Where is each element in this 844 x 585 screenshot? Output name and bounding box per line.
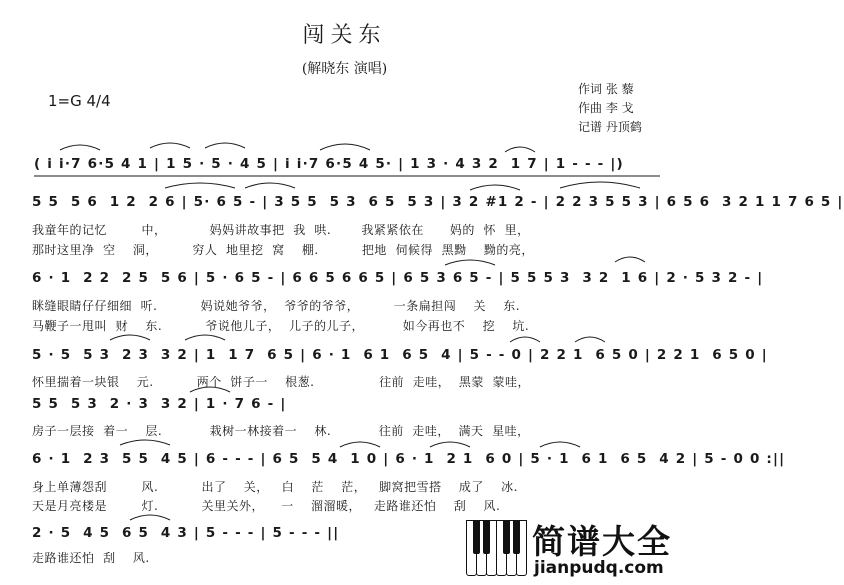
score-line-1: ( i i·7 6·5 4 1 | 1 5 · 5 · 4 5 | i i·7 6·5 4 5· | 1 3 · 4 3 2 1 7 | 1 - - - |): [34, 156, 624, 172]
lyricist-credit: 作词 张 藜: [578, 82, 634, 96]
score-line-6: 6 · 1 2 3 5 5 4 5 | 6 - - - | 6 5 5 4 1 0 | 6 · 1 2 1 6 0 | 5 · 1 6 1 6 5 4 2 | 5 - 0 0 :||: [32, 451, 786, 467]
watermark-url: jianpudq.com: [534, 558, 664, 578]
lyric-line-4a: 怀里揣着一块银 元. 两个 饼子一 根葱. 往前 走哇， 黑蒙 蒙哇，: [32, 375, 531, 389]
score-line-3: 6 · 1 2 2 2 5 5 6 | 5 · 6 5 - | 6 6 5 6 6 5 | 6 5 3 6 5 - | 5 5 5 3 3 2 1 6 | 2 · 5 3 2 - |: [32, 270, 764, 286]
composer-credit: 作曲 李 戈: [578, 101, 634, 115]
lyric-line-3a: 眯缝眼睛仔仔细细 听. 妈说她爷爷， 爷爷的爷爷， 一条扁担闯 关 东.: [32, 299, 521, 313]
watermark-name: 简谱大全: [532, 522, 672, 561]
singer-subtitle: (解晓东 演唱): [301, 61, 388, 77]
lyric-line-2b: 那时这里净 空 洞， 穷人 地里挖 窝 棚. 把地 伺候得 黑黝 黝的亮，: [32, 243, 534, 257]
watermark-logo: [466, 512, 688, 584]
lyric-line-5a: 房子一层接 着一 层. 栽树一林接着一 林. 往前 走哇， 满天 星哇，: [32, 424, 530, 438]
lyric-line-3b: 马鞭子一甩叫 财 东. 爷说他儿子， 儿子的儿子， 如今再也不 挖 坑.: [32, 319, 530, 333]
lyric-line-7a: 走路谁还怕 刮 风.: [32, 551, 150, 565]
score-line-2: 5 5 5 6 1 2 2 6 | 5· 6 5 - | 3 5 5 5 3 6 5 5 3 | 3 2 #1 2 - | 2 2 3 5 5 3 | 6 5 6 3 2 1 1 7 6 5 |: [32, 194, 844, 210]
key-signature: 1=G 4/4: [48, 92, 111, 110]
lyric-line-6a: 身上单薄怨刮 风. 出了 关， 白 茫 茫， 脚窝把雪搭 成了 冰.: [32, 480, 518, 494]
piano-keys-icon: [466, 520, 528, 576]
transcriber-credit: 记谱 丹顶鹤: [578, 120, 642, 134]
score-line-4: 5 · 5 5 3 2 3 3 2 | 1 1 7 6 5 | 6 · 1 6 1 6 5 4 | 5 - - 0 | 2 2 1 6 5 0 | 2 2 1 6 5 0 |: [32, 347, 768, 363]
score-line-5: 5 5 5 3 2 · 3 3 2 | 1 · 7 6 - |: [32, 396, 287, 412]
song-title: 闯关东: [302, 23, 387, 48]
score-line-7: 2 · 5 4 5 6 5 4 3 | 5 - - - | 5 - - - ||: [32, 525, 340, 541]
lyric-line-6b: 天是月亮楼是 灯. 关里关外， 一 溜溜暖， 走路谁还怕 刮 风.: [32, 499, 501, 513]
lyric-line-2a: 我童年的记忆 中， 妈妈讲故事把 我 哄. 我紧紧依在 妈的 怀 里，: [32, 223, 530, 237]
